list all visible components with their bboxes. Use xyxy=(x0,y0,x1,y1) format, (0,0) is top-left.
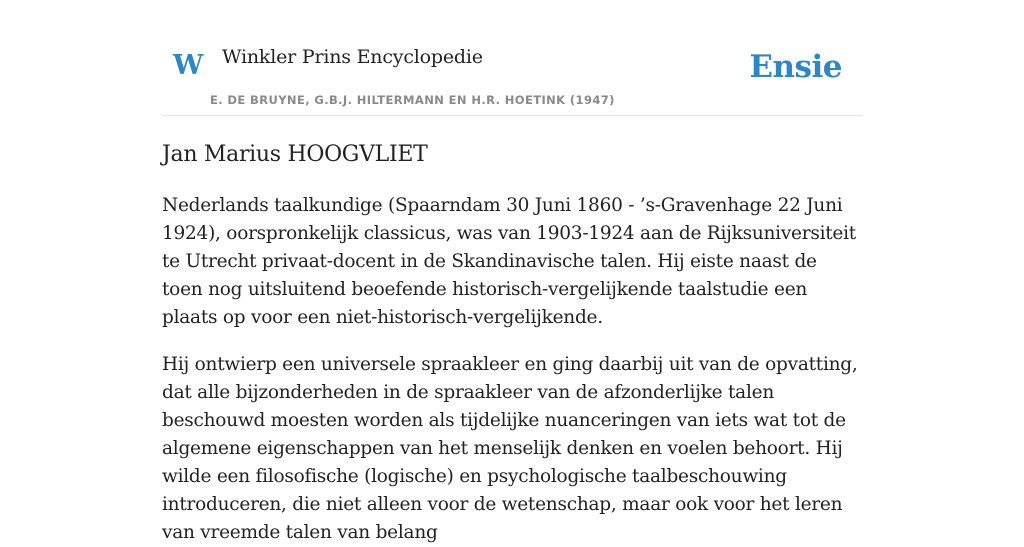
work-authors: E. DE BRUYNE, G.B.J. HILTERMANN EN H.R. HOETINK (1947) xyxy=(210,93,615,107)
winkler-prins-logo[interactable]: W xyxy=(173,50,204,81)
article-paragraph: Hij ontwierp een universele spraakleer en ging daarbij uit van de opvatting, dat alle bijzonderheden in de spraakleer van de afzonderlijke talen beschouwd moesten worden als tijdelijke nuanceringen van iets wat tot de algemene eigenschappen van het menselijk denken en voelen behoort. Hij wilde een filosofische (logische) en psychologische taalbeschouwing introduceren, die niet alleen voor de wetenschap, maar ook voor het leren van vreemde talen van belang xyxy=(162,354,858,543)
ensie-logo[interactable]: Ensie xyxy=(749,49,842,85)
article xyxy=(162,140,862,547)
entry-title: Jan Marius HOOGVLIET xyxy=(162,142,428,167)
work-title[interactable]: Winkler Prins Encyclopedie xyxy=(222,46,483,68)
site-header xyxy=(162,38,862,116)
article-paragraph: Nederlands taalkundige (Spaarndam 30 Juni 1860 - ’s-Gravenhage 22 Juni 1924), oorspronkelijk classicus, was van 1903-1924 aan de Rijksuniversiteit te Utrecht privaat-docent in de Skandinavische talen. Hij eiste naast de toen nog uitsluitend beoefende historisch-vergelijkende taalstudie een plaats op voor een niet-historisch-vergelijkende. xyxy=(162,195,856,328)
